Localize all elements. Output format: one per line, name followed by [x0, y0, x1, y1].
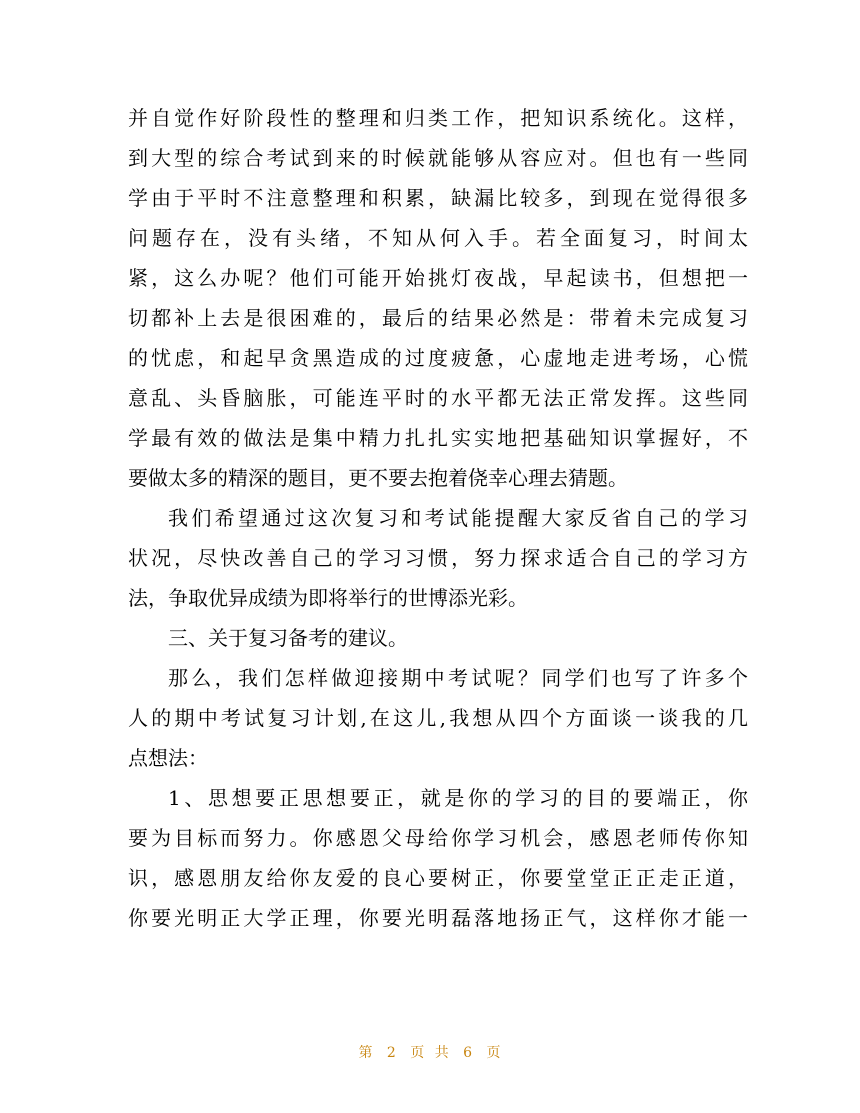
- text-line: 点想法：: [128, 746, 208, 770]
- text-line: 并自觉作好阶段性的整理和归类工作，把知识系统化。这样，: [128, 106, 748, 130]
- paragraph-first-line: 1、思想要正思想要正，就是你的学习的目的要端正，你: [168, 786, 748, 810]
- text-line: 要做太多的精深的题目，更不要去抱着侥幸心理去猜题。: [128, 466, 628, 490]
- footer-prefix: 第: [358, 1045, 374, 1061]
- text-line: 学由于平时不注意整理和积累，缺漏比较多，到现在觉得很多: [128, 186, 748, 210]
- text-line: 要为目标而努力。你感恩父母给你学习机会，感恩老师传你知: [128, 826, 748, 850]
- footer-page-word: 页: [410, 1045, 426, 1061]
- text-line: 状况，尽快改善自己的学习习惯，努力探求适合自己的学习方: [128, 546, 748, 570]
- footer-page-number: 2: [386, 1045, 397, 1061]
- page-footer: [0, 1043, 860, 1063]
- text-line: 识，感恩朋友给你友爱的良心要树正，你要堂堂正正走正道，: [128, 866, 748, 890]
- text-line: 切都补上去是很困难的，最后的结果必然是：带着未完成复习: [128, 306, 748, 330]
- text-line: 学最有效的做法是集中精力扎扎实实地把基础知识掌握好，不: [128, 426, 748, 450]
- paragraph-first-line: 我们希望通过这次复习和考试能提醒大家反省自己的学习: [168, 506, 748, 530]
- text-line: 问题存在，没有头绪，不知从何入手。若全面复习，时间太: [128, 226, 748, 250]
- text-line: 法，争取优异成绩为即将举行的世博添光彩。: [128, 586, 528, 610]
- text-line: 的忧虑，和起早贪黑造成的过度疲惫，心虚地走进考场，心慌: [128, 346, 748, 370]
- paragraph-first-line: 那么，我们怎样做迎接期中考试呢？同学们也写了许多个: [168, 666, 748, 690]
- text-line: 紧，这么办呢？他们可能开始挑灯夜战，早起读书，但想把一: [128, 266, 748, 290]
- footer-suffix: 页: [486, 1045, 502, 1061]
- text-line: 意乱、头昏脑胀，可能连平时的水平都无法正常发挥。这些同: [128, 386, 748, 410]
- text-line: 到大型的综合考试到来的时候就能够从容应对。但也有一些同: [128, 146, 748, 170]
- section-heading: 三、关于复习备考的建议。: [168, 626, 408, 650]
- footer-total-word: 共: [434, 1045, 450, 1061]
- text-line: 你要光明正大学正理，你要光明磊落地扬正气，这样你才能一: [128, 906, 748, 930]
- footer-total-pages: 6: [463, 1045, 474, 1061]
- text-line: 人的期中考试复习计划,在这儿,我想从四个方面谈一谈我的几: [128, 706, 748, 730]
- document-body: [128, 98, 748, 938]
